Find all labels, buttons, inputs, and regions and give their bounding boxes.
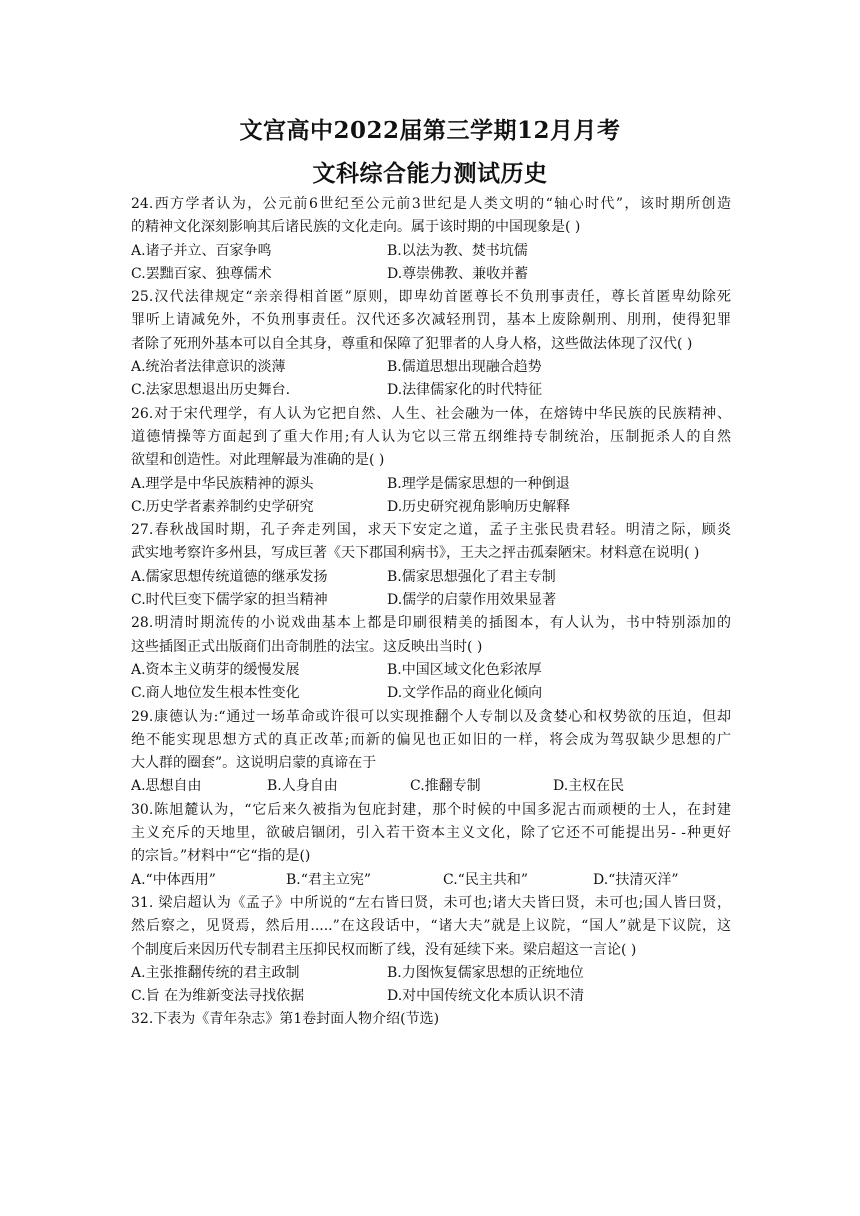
option-c: C.“民主共和” [443,871,528,888]
option-row [131,263,731,286]
question-stem-line: 个制度后来因历代专制君主压抑民权而断了线，没有延续下来。梁启超这一言论( ) [131,941,637,958]
question-stem-line: 30.陈旭麓认为，“它后来久被指为包庇封建，那个时候的中国多泥古而顽梗的士人，在封建 [131,801,731,818]
option-d: D.儒学的启蒙作用效果显著 [387,592,557,609]
question-stem-line: 欲望和创造性。对此理解最为准确的是( ) [131,452,385,469]
option-b: B.理学是儒家思想的一种倒退 [387,475,570,492]
question-stem-line: 这些插图正式出版商们出奇制胜的法宝。这反映出当时( ) [131,638,483,655]
option-b: B.儒道思想出现融合趋势 [387,359,542,376]
option-c: C.罢黜百家、独尊儒术 [131,265,272,282]
option-c: C.商人地位发生根本性变化 [131,685,300,702]
option-a: A.资本主义萌芽的缓慢发展 [131,661,300,678]
question-list [131,193,731,1032]
question-stem-line: 大人群的圈套”。这说明启蒙的真谛在于 [131,755,377,772]
option-c: C.时代巨变下儒学家的担当精神 [131,592,328,609]
option-row [131,682,731,705]
question-stem-line: 29.康德认为:“通过一场革命或许很可以实现推翻个人专制以及贪婪心和权势欲的压迫，但却 [131,708,731,725]
question-24 [131,193,731,286]
option-b: B.“君主立宪” [286,871,372,888]
question-stem-line: 32.下表为《青年杂志》第1卷封面人物介绍(节选) [131,1011,440,1028]
question-stem-line: 绝不能实现思想方式的真正改革;而新的偏见也正如旧的一样，将会成为驾驭缺少思想的广 [131,731,731,748]
option-d: D.尊崇佛教、兼收并蓄 [387,265,529,282]
option-row [131,566,731,589]
option-d: D.主权在民 [553,778,625,795]
option-d: D.对中国传统文化本质认识不清 [387,988,585,1005]
question-stem-line: 罪听上请减免外，不负刑事责任。汉代还多次减轻刑罚，基本上废除劓刑、刖刑，使得犯罪 [131,312,731,329]
option-row [131,985,731,1008]
option-row [131,869,731,892]
option-b: B.人身自由 [267,778,338,795]
question-27 [131,519,731,612]
option-d: D.历史研究视角影响历史解释 [387,498,571,515]
question-stem-line: 31. 梁启超认为《孟子》中所说的“左右皆曰贤，未可也;诸大夫皆曰贤，未可也;国人皆曰贤， [131,894,731,911]
option-a: A.诸子并立、百家争鸣 [131,242,272,259]
question-25 [131,286,731,402]
question-29 [131,706,731,799]
question-30 [131,799,731,892]
question-stem-line: 武实地考察许多州县，写成巨著《天下郡国利病书》，王夫之抨击孤秦陋宋。材料意在说明( ) [131,545,700,562]
question-stem-line: 的宗旨。”材料中“它“指的是() [131,848,311,865]
question-31 [131,892,731,1008]
question-stem-line: 然后察之，见贤焉，然后用.....”在这段话中，“诸大夫”就是上议院，“国人”就是下议院，这 [131,918,731,935]
option-a: A.儒家思想传统道德的继承发扬 [131,568,328,585]
option-a: A.思想自由 [131,778,202,795]
option-row [131,496,731,519]
question-stem-line: 的精神文化深刻影响其后诸民族的文化走向。属于该时期的中国现象是( ) [131,219,581,236]
option-b: B.力图恢复儒家思想的正统地位 [387,964,584,981]
option-b: B.中国区域文化色彩浓厚 [387,661,542,678]
question-28 [131,612,731,705]
question-32 [131,1008,731,1031]
option-row [131,589,731,612]
option-a: A.统治者法律意识的淡薄 [131,359,286,376]
question-stem-line: 27.春秋战国时期，孔子奔走列国，求天下安定之道，孟子主张民贵君轻。明清之际，顾炎 [131,522,731,539]
option-b: B.儒家思想强化了君主专制 [387,568,556,585]
option-row [131,473,731,496]
question-stem-line: 道德情操等方面起到了重大作用;有人认为它以三常五纲维持专制统治，压制扼杀人的自然 [131,428,731,445]
option-row [131,356,731,379]
question-stem-line: 者除了死刑外基本可以自全其身，尊重和保障了犯罪者的人身人格，这些做法体现了汉代( ) [131,335,693,352]
question-stem-line: 25.汉代法律规定“亲亲得相首匿”原则，即卑幼首匿尊长不负刑事责任，尊长首匿卑幼除死 [131,289,731,306]
option-row [131,240,731,263]
question-stem-line: 主义充斥的天地里，欲破启锢闭，引入若干资本主义文化，除了它还不可能提出另- -种更好 [131,825,731,842]
option-a: A.理学是中华民族精神的源头 [131,475,314,492]
option-row [131,379,731,402]
option-c: C.推翻专制 [410,778,481,795]
option-row [131,659,731,682]
question-stem-line: 26.对于宋代理学，有人认为它把自然、人生、社会融为一体，在熔铸中华民族的民族精神、 [131,405,731,422]
option-a: A.“中体西用” [131,871,216,888]
option-d: D.法律儒家化的时代特征 [387,382,543,399]
option-row [131,962,731,985]
question-stem-line: 28.明清时期流传的小说戏曲基本上都是印刷很精美的插图本，有人认为，书中特别添加的 [131,615,731,632]
option-row [131,775,731,798]
option-c: C.历史学者素养制约史学研究 [131,498,314,515]
option-c: C.法家思想退出历史舞台. [131,382,291,399]
option-d: D.文学作品的商业化倾向 [387,685,543,702]
exam-title: 文宫高中2022届第三学期12月月考 [239,117,621,144]
exam-subtitle: 文科综合能力测试历史 [312,160,548,187]
option-b: B.以法为教、焚书坑儒 [387,242,528,259]
question-stem-line: 24.西方学者认为，公元前6世纪至公元前3世纪是人类文明的“轴心时代”，该时期所创造 [131,196,731,212]
option-c: C.旨 在为维新变法寻找依据 [131,988,305,1005]
option-a: A.主张推翻传统的君主政制 [131,964,300,981]
option-d: D.“扶清灭洋” [593,871,679,888]
question-26 [131,403,731,519]
